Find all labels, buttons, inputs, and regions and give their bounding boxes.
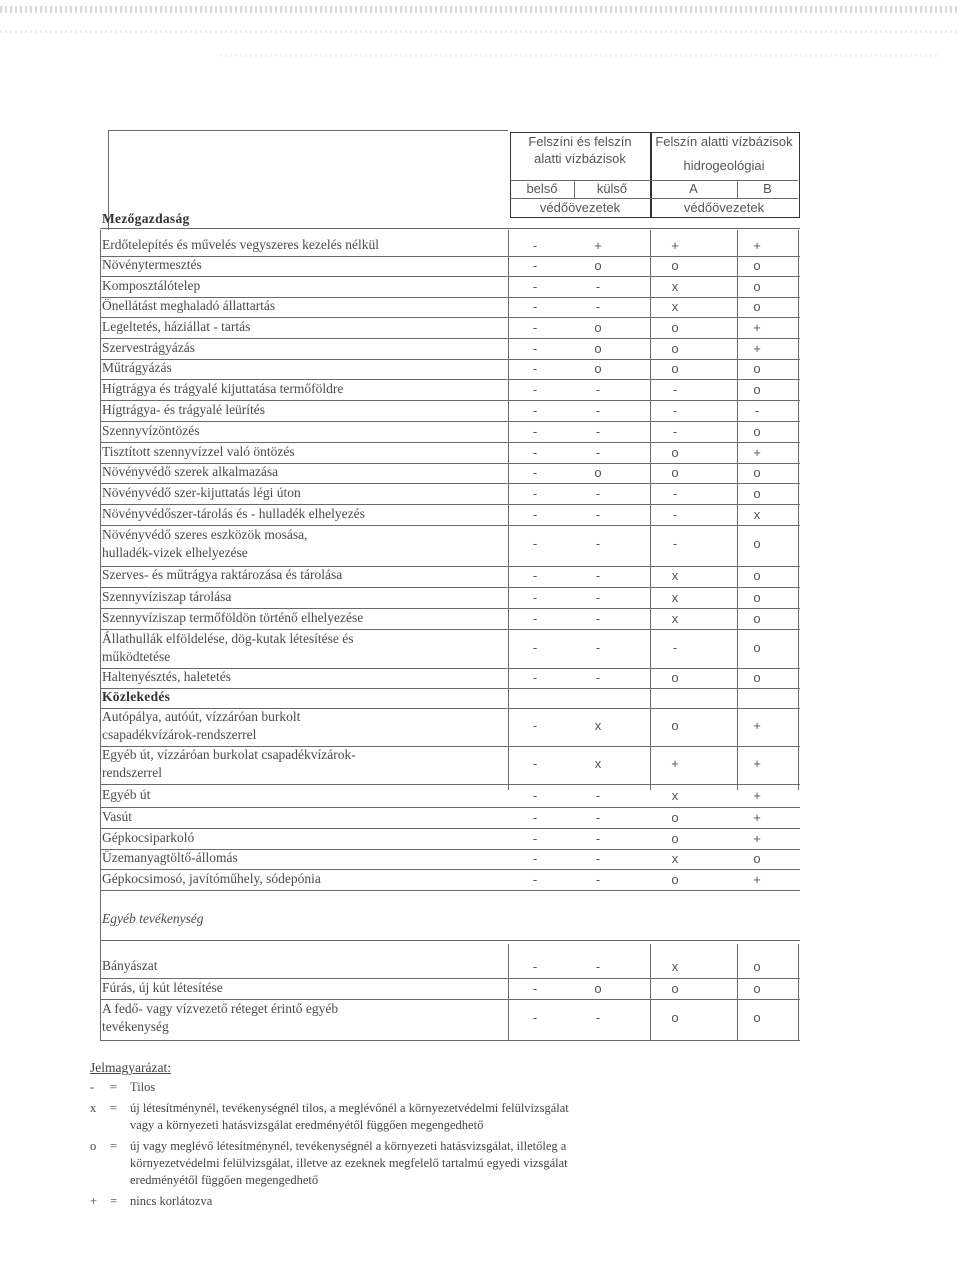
cell-value: x xyxy=(594,756,602,771)
cell-value: - xyxy=(532,445,538,460)
table-row xyxy=(100,979,800,999)
legend-equals: = xyxy=(110,1101,118,1115)
legend-text: új létesítménynél, tevékenységnél tilos, a meglévőnél a környezetvédelmi felülvizsgálat xyxy=(130,1101,569,1115)
cell-value: x xyxy=(671,568,679,583)
activity-label: Növényvédőszer-tárolás és - hulladék elhelyezés xyxy=(102,506,365,521)
activity-label: Bányászat xyxy=(102,958,158,973)
cell-value: - xyxy=(532,424,538,439)
legend-line xyxy=(90,1080,155,1095)
legend-line xyxy=(90,1156,568,1171)
cell-value: - xyxy=(672,403,678,418)
table-row xyxy=(100,910,800,940)
cell-value: o xyxy=(753,670,761,685)
activity-label: Egyéb út, vízzáróan burkolat csapadékvízárok- xyxy=(102,747,356,762)
table-row xyxy=(100,422,800,442)
table-row xyxy=(100,380,800,400)
cell-value: - xyxy=(532,279,538,294)
cell-value: - xyxy=(532,568,538,583)
table-row xyxy=(100,505,800,525)
table-row xyxy=(100,210,800,228)
table-row xyxy=(100,688,800,708)
activity-label: Gépkocsiparkoló xyxy=(102,830,195,845)
cell-value: o xyxy=(753,361,761,376)
legend-text: nincs korlátozva xyxy=(130,1194,213,1208)
cell-value: o xyxy=(671,981,679,996)
activity-label: A fedő- vagy vízvezető réteget érintő egyéb xyxy=(102,1001,339,1016)
cell-value: o xyxy=(671,1010,679,1025)
cell-value: o xyxy=(671,341,679,356)
table-row xyxy=(100,849,800,869)
cell-value: o xyxy=(671,670,679,685)
table-row xyxy=(100,297,800,317)
cell-value: - xyxy=(672,486,678,501)
activity-label-line-2: működtetése xyxy=(102,649,171,664)
cell-value: o xyxy=(594,981,602,996)
section-heading: Mezőgazdaság xyxy=(102,211,190,226)
cell-value: - xyxy=(595,279,601,294)
cell-value: - xyxy=(595,536,601,551)
cell-value: - xyxy=(532,299,538,314)
table-row xyxy=(100,236,800,256)
column-rule xyxy=(798,944,799,1040)
cell-value: - xyxy=(672,382,678,397)
cell-value: - xyxy=(754,403,760,418)
cell-value: o xyxy=(594,320,602,335)
cell-value: o xyxy=(753,465,761,480)
legend-symbol: x xyxy=(90,1101,97,1115)
cell-value: - xyxy=(595,568,601,583)
activity-label: Üzemanyagtöltő-állomás xyxy=(102,850,238,865)
legend-line xyxy=(90,1101,569,1116)
cell-value: - xyxy=(595,382,601,397)
table-row xyxy=(100,277,800,297)
cell-value: - xyxy=(595,872,601,887)
cell-value: - xyxy=(672,424,678,439)
column-rule xyxy=(100,230,101,1040)
cell-value: + xyxy=(753,788,761,803)
cell-value: x xyxy=(671,959,679,974)
table-row xyxy=(100,829,800,849)
table-row xyxy=(100,1000,800,1040)
table-row xyxy=(100,526,800,566)
cell-value: - xyxy=(595,959,601,974)
activity-label: Szerves- és műtrágya raktározása és tárolása xyxy=(102,567,343,582)
cell-value: - xyxy=(532,981,538,996)
activity-label: Hígtrágya- és trágyalé leürítés xyxy=(102,402,266,417)
cell-value: - xyxy=(532,831,538,846)
cell-value: o xyxy=(753,382,761,397)
cell-value: - xyxy=(595,507,601,522)
cell-value: - xyxy=(595,445,601,460)
table-row xyxy=(100,630,800,668)
header-group-2-line-1: Felszín alatti vízbázisok xyxy=(655,134,793,149)
table-row xyxy=(100,443,800,463)
legend-symbol: o xyxy=(90,1139,97,1153)
cell-value: x xyxy=(753,507,761,522)
cell-value: - xyxy=(532,851,538,866)
activity-label: Fúrás, új kút létesítése xyxy=(102,980,223,995)
row-rule xyxy=(100,890,800,891)
activity-label: Szennyvíziszap tárolása xyxy=(102,589,232,604)
cell-value: o xyxy=(594,341,602,356)
legend-equals: = xyxy=(110,1194,118,1208)
row-rule xyxy=(100,940,800,941)
table-row xyxy=(100,566,800,587)
cell-value: - xyxy=(595,611,601,626)
cell-value: x xyxy=(671,851,679,866)
cell-value: o xyxy=(753,640,761,655)
table-row xyxy=(100,318,800,338)
row-rule xyxy=(100,228,800,229)
activity-label: Szervestrágyázás xyxy=(102,340,195,355)
cell-value: o xyxy=(671,445,679,460)
activity-label: Egyéb út xyxy=(102,787,151,802)
cell-value: o xyxy=(753,486,761,501)
cell-value: x xyxy=(671,611,679,626)
activity-label: Gépkocsimosó, javítóműhely, sódepónia xyxy=(102,871,321,886)
cell-value: - xyxy=(595,670,601,685)
activity-label-line-2: tevékenység xyxy=(102,1019,169,1034)
cell-value: o xyxy=(753,279,761,294)
cell-value: - xyxy=(595,299,601,314)
activity-label: Növénytermesztés xyxy=(102,257,202,272)
cell-value: - xyxy=(532,718,538,733)
cell-value: o xyxy=(753,851,761,866)
legend-text: új vagy meglévő létesítménynél, tevékenységnél a környezeti hatásvizsgálat, illetőleg a xyxy=(130,1139,567,1153)
cell-value: - xyxy=(532,756,538,771)
legend-symbol: - xyxy=(90,1080,95,1094)
cell-value: + xyxy=(671,238,679,253)
cell-value: - xyxy=(595,831,601,846)
table-row xyxy=(100,359,800,379)
table-row xyxy=(100,484,800,504)
activity-label: Komposztálótelep xyxy=(102,278,201,293)
cell-value: - xyxy=(595,590,601,605)
activity-label: Tisztított szennyvízzel való öntözés xyxy=(102,444,295,459)
legend-line xyxy=(90,1173,318,1188)
cell-value: o xyxy=(753,590,761,605)
cell-value: - xyxy=(532,403,538,418)
column-rule xyxy=(650,230,651,790)
cell-value: o xyxy=(671,872,679,887)
header-vedoovezetek-1: védőövezetek xyxy=(539,200,621,215)
cell-value: o xyxy=(753,424,761,439)
cell-value: o xyxy=(671,810,679,825)
cell-value: o xyxy=(753,981,761,996)
legend-title: Jelmagyarázat: xyxy=(90,1060,171,1075)
column-rule xyxy=(737,944,738,1040)
cell-value: o xyxy=(753,299,761,314)
cell-value: - xyxy=(595,640,601,655)
table-row xyxy=(100,609,800,629)
cell-value: x xyxy=(594,718,602,733)
legend-symbol: + xyxy=(90,1194,98,1208)
header-group-2-line-2: hidrogeológiai xyxy=(683,158,765,173)
cell-value: - xyxy=(532,640,538,655)
activity-label: Növényvédő szerek alkalmazása xyxy=(102,464,279,479)
legend-line xyxy=(90,1118,483,1133)
cell-value: + xyxy=(753,320,761,335)
cell-value: o xyxy=(594,258,602,273)
cell-value: - xyxy=(532,590,538,605)
cell-value: - xyxy=(532,788,538,803)
cell-value: x xyxy=(671,279,679,294)
activity-label-line-2: csapadékvízárok-rendszerrel xyxy=(102,727,257,742)
cell-value: x xyxy=(671,299,679,314)
cell-value: - xyxy=(595,424,601,439)
cell-value: - xyxy=(532,810,538,825)
cell-value: o xyxy=(671,361,679,376)
cell-value: - xyxy=(532,238,538,253)
cell-value: + xyxy=(594,238,602,253)
cell-value: + xyxy=(753,718,761,733)
cell-value: o xyxy=(753,1010,761,1025)
cell-value: + xyxy=(753,756,761,771)
cell-value: - xyxy=(532,611,538,626)
cell-value: - xyxy=(532,670,538,685)
activity-label: Növényvédő szeres eszközök mosása, xyxy=(102,527,308,542)
cell-value: - xyxy=(532,507,538,522)
row-rule xyxy=(100,1040,800,1041)
cell-value: - xyxy=(595,788,601,803)
activity-label: Erdőtelepítés és művelés vegyszeres kezelés nélkül xyxy=(102,237,380,252)
cell-value: + xyxy=(753,445,761,460)
cell-value: x xyxy=(671,590,679,605)
cell-value: - xyxy=(672,507,678,522)
header-col-a: A xyxy=(689,181,698,196)
table-row xyxy=(100,401,800,421)
column-rule xyxy=(508,230,509,790)
table-row xyxy=(100,808,800,828)
cell-value: + xyxy=(753,831,761,846)
table-row xyxy=(100,870,800,890)
cell-value: - xyxy=(532,486,538,501)
activity-label: Növényvédő szer-kijuttatás légi úton xyxy=(102,485,301,500)
legend-equals: = xyxy=(110,1139,118,1153)
activity-label: Haltenyésztés, haletetés xyxy=(102,669,231,684)
legend-text: Tilos xyxy=(130,1080,156,1094)
activity-label: Legeltetés, háziállat - tartás xyxy=(102,319,251,334)
legend-line xyxy=(90,1139,566,1154)
cell-value: - xyxy=(672,640,678,655)
column-rule xyxy=(798,230,799,790)
cell-value: - xyxy=(595,851,601,866)
activity-label: Vasút xyxy=(102,809,132,824)
header-group-1-line-2: alatti vízbázisok xyxy=(534,151,626,166)
activity-label: Autópálya, autóút, vízzáróan burkolt xyxy=(102,709,301,724)
cell-value: - xyxy=(672,536,678,551)
table-row xyxy=(100,786,800,807)
column-rule xyxy=(508,944,509,1040)
cell-value: o xyxy=(753,611,761,626)
header-col-kulso: külső xyxy=(596,181,628,196)
cell-value: - xyxy=(595,810,601,825)
activity-label: Állathullák elföldelése, dög-kutak létesítése és xyxy=(102,631,354,646)
cell-value: o xyxy=(671,718,679,733)
activity-label: Műtrágyázás xyxy=(102,360,172,375)
cell-value: - xyxy=(532,872,538,887)
column-rule xyxy=(737,230,738,790)
cell-value: - xyxy=(532,341,538,356)
cell-value: o xyxy=(753,536,761,551)
cell-value: - xyxy=(532,382,538,397)
activity-label: Hígtrágya és trágyalé kijuttatása termőföldre xyxy=(102,381,344,396)
cell-value: - xyxy=(532,320,538,335)
table-row xyxy=(100,463,800,483)
table-row xyxy=(100,256,800,276)
cell-value: - xyxy=(532,536,538,551)
cell-value: o xyxy=(671,831,679,846)
table-row xyxy=(100,588,800,608)
cell-value: - xyxy=(595,486,601,501)
table-row xyxy=(100,668,800,688)
legend-text: környezetvédelmi felülvizsgálat, illetve az ezeknek megfelelő tartalmú egyedi vizsgálat xyxy=(130,1156,568,1170)
table-row xyxy=(100,339,800,359)
legend-text: vagy a környezeti hatásvizsgálat eredményétől függően megengedhető xyxy=(130,1118,484,1132)
header-vedoovezetek-2: védőövezetek xyxy=(683,200,765,215)
cell-value: - xyxy=(532,959,538,974)
legend-text: eredményétől függően megengedhető xyxy=(130,1173,319,1187)
cell-value: o xyxy=(753,959,761,974)
activity-label: Önellátást meghaladó állattartás xyxy=(102,298,276,313)
cell-value: + xyxy=(753,341,761,356)
cell-value: + xyxy=(671,756,679,771)
cell-value: - xyxy=(532,361,538,376)
table-row xyxy=(100,957,800,978)
cell-value: o xyxy=(753,568,761,583)
cell-value: x xyxy=(671,788,679,803)
activity-label: Szennyvízöntözés xyxy=(102,423,200,438)
cell-value: - xyxy=(532,465,538,480)
legend-line xyxy=(90,1194,212,1209)
cell-value: o xyxy=(594,465,602,480)
cell-value: + xyxy=(753,810,761,825)
cell-value: o xyxy=(671,320,679,335)
table-row xyxy=(100,708,800,746)
cell-value: o xyxy=(594,361,602,376)
cell-value: - xyxy=(532,258,538,273)
cell-value: - xyxy=(595,403,601,418)
cell-value: - xyxy=(532,1010,538,1025)
legend-equals: = xyxy=(110,1080,118,1094)
section-heading: Közlekedés xyxy=(102,689,171,704)
section-heading: Egyéb tevékenység xyxy=(102,911,204,926)
header-col-b: B xyxy=(763,181,772,196)
table-row xyxy=(100,746,800,784)
cell-value: - xyxy=(595,1010,601,1025)
activity-label-line-2: rendszerrel xyxy=(102,765,162,780)
cell-value: + xyxy=(753,872,761,887)
cell-value: o xyxy=(753,258,761,273)
header-col-belso: belső xyxy=(526,181,558,196)
row-rule xyxy=(100,784,800,785)
cell-value: + xyxy=(753,238,761,253)
cell-value: o xyxy=(671,465,679,480)
cell-value: o xyxy=(671,258,679,273)
column-rule xyxy=(650,944,651,1040)
header-group-1-line-1: Felszíni és felszín xyxy=(528,134,632,149)
activity-label: Szennyvíziszap termőföldön történő elhelyezése xyxy=(102,610,364,625)
activity-label-line-2: hulladék-vizek elhelyezése xyxy=(102,545,248,560)
